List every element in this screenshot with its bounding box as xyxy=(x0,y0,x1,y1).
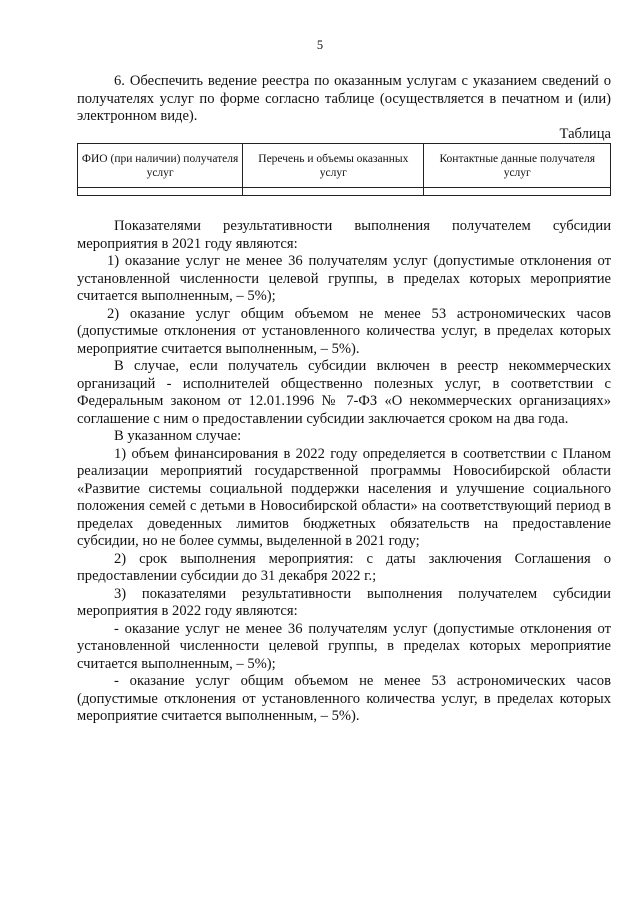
table-header-contacts: Контактные данные получателя услуг xyxy=(424,144,611,188)
table-empty-row xyxy=(78,188,611,196)
paragraph: 3) показателями результативности выполнения получателем субсидии мероприятия в 2022 году являются: xyxy=(77,585,611,619)
table-caption: Таблица xyxy=(559,125,611,142)
paragraph: В указанном случае: xyxy=(114,428,242,444)
paragraphs xyxy=(77,218,611,726)
page-number: 5 xyxy=(316,38,324,52)
recipients-registry-table xyxy=(77,143,611,196)
paragraph: 2) срок выполнения мероприятия: с даты заключения Соглашения о предоставлении субсидии до 31 декабря 2022 г.; xyxy=(77,550,611,584)
paragraph: В случае, если получатель субсидии включен в реестр некоммерческих организаций - исполнителей общественно полезных услуг, в соответствии с Федеральным законом от 12.01.1996 № 7-ФЗ «О некоммерческих организациях» соглашение с ним о предоставлении субсидии заключается сроком на два года. xyxy=(77,358,611,427)
paragraph: 1) объем финансирования в 2022 году определяется в соответствии с Планом реализации мероприятий государственной программы Новосибирской области «Развитие системы социальной поддержки населения и улучшение социального положения семей с детьми в Новосибирской области» на соответствующий период в пределах доведенных лимитов бюджетных обязательств на предоставление субсидии, но не более суммы, выделенной в 2021 году; xyxy=(77,445,611,549)
paragraph-item-6: 6. Обеспечить ведение реестра по оказанным услугам с указанием сведений о получателях услуг по форме согласно таблице (осуществляется в печатном и (или) электронном виде). xyxy=(77,73,611,124)
paragraph: Показателями результативности выполнения получателем субсидии мероприятия в 2021 году являются: xyxy=(77,218,611,252)
table-cell xyxy=(243,188,424,196)
paragraph: 2) оказание услуг общим объемом не менее 53 астрономических часов (допустимые отклонения от установленного количества услуг, в пределах которых мероприятие считается выполненным, – 5%). xyxy=(77,305,611,357)
table-header-row xyxy=(78,144,611,188)
table-header-services: Перечень и объемы оказанных услуг xyxy=(243,144,424,188)
paragraph: 1) оказание услуг не менее 36 получателям услуг (допустимые отклонения от установленной численности целевой группы, в пределах которых мероприятие считается выполненным, – 5%); xyxy=(77,253,611,304)
paragraph: - оказание услуг не менее 36 получателям услуг (допустимые отклонения от установленной численности целевой группы, в пределах которых мероприятие считается выполненным, – 5%); xyxy=(77,620,611,672)
table-header-fio: ФИО (при наличии) получателя услуг xyxy=(78,144,243,188)
document-body xyxy=(77,73,611,726)
table-cell xyxy=(424,188,611,196)
table-cell xyxy=(78,188,243,196)
paragraph: - оказание услуг общим объемом не менее 53 астрономических часов (допустимые отклонения от установленного количества услуг, в пределах которых мероприятие считается выполненным, – 5%). xyxy=(77,673,611,724)
